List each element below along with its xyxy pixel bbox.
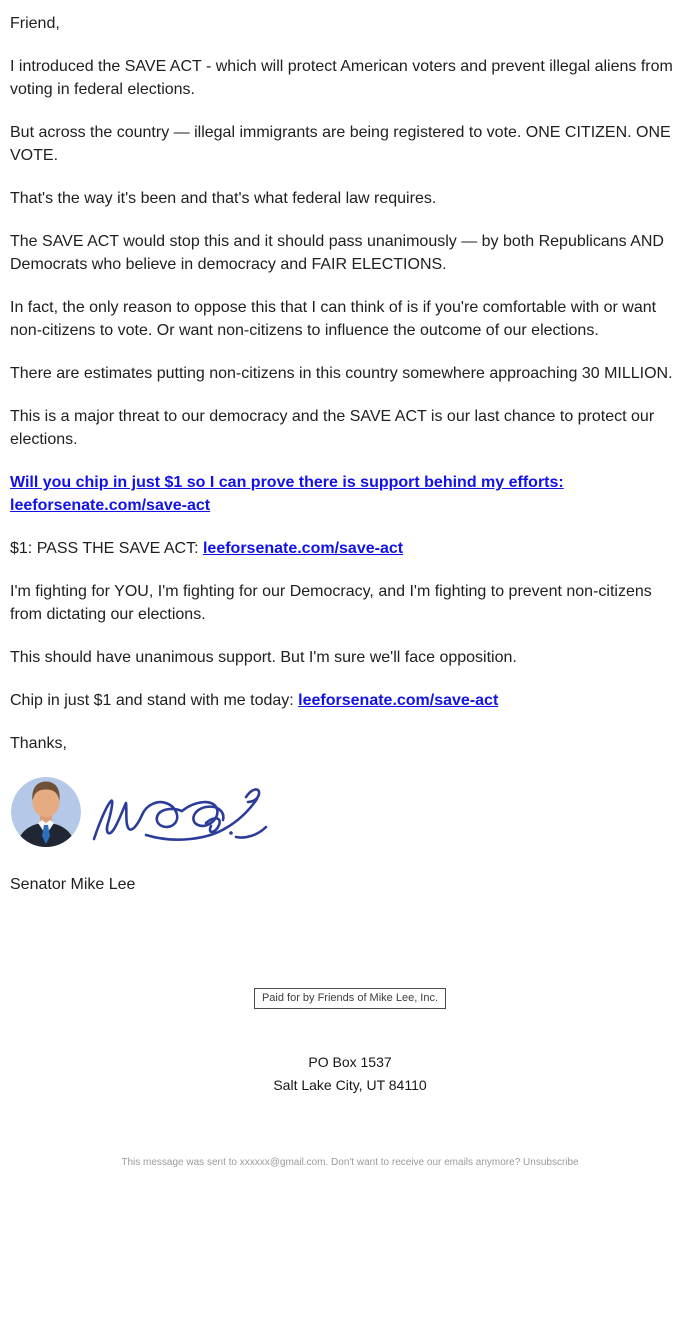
sender-name: Senator Mike Lee [10,876,136,893]
paid-for-disclaimer: Paid for by Friends of Mike Lee, Inc. [254,988,446,1009]
paragraph-only-reason: In fact, the only reason to oppose this that I can think of is if you're comfortable with or want non-citizens to vote. Or want non-citizens to influence the outcome of our elections. [10,299,657,339]
paragraph-federal-law: That's the way it's been and that's what federal law requires. [10,190,437,207]
signature-scribble [94,789,266,839]
headshot-photo [11,777,81,849]
paragraph-intro: I introduced the SAVE ACT - which will protect American voters and prevent illegal aliens from voting in federal elections. [10,58,673,98]
address-line-2: Salt Lake City, UT 84110 [273,1077,427,1093]
chip-in-line [10,689,680,712]
paid-for-wrap [0,988,700,1009]
chip-in-prefix: Chip in just $1 and stand with me today: [10,692,299,709]
chip-in-link[interactable]: leeforsenate.com/save-act [298,692,499,709]
cta-paragraph [10,471,680,517]
greeting: Friend, [10,15,60,32]
paragraph-major-threat: This is a major threat to our democracy and the SAVE ACT is our last chance to protect our elections. [10,408,655,448]
unsubscribe-link[interactable]: Unsubscribe [523,1157,579,1168]
signature-image [10,775,680,849]
chip-in-cta-link[interactable]: Will you chip in just $1 so I can prove there is support behind my efforts: leeforsenate.com/save-act [10,474,564,514]
email-footer [0,988,700,1169]
closing: Thanks, [10,735,67,752]
address-block [0,1055,700,1093]
unsubscribe-line [0,1157,700,1169]
paragraph-30-million: There are estimates putting non-citizens in this country somewhere approaching 30 MILLION. [10,365,673,382]
paragraph-pass-unanimously: The SAVE ACT would stop this and it should pass unanimously — by both Republicans AND Democrats who believe in democracy and FAIR ELECTIONS. [10,233,664,273]
paragraph-opposition: This should have unanimous support. But I'm sure we'll face opposition. [10,649,517,666]
disclaimer-text: This message was sent to xxxxxx@gmail.com. Don't want to receive our emails anymore? [121,1157,524,1168]
signature-svg [10,775,272,849]
pass-save-act-line [10,537,680,560]
paragraph-fighting: I'm fighting for YOU, I'm fighting for our Democracy, and I'm fighting to prevent non-citizens from dictating our elections. [10,583,652,623]
save-act-link[interactable]: leeforsenate.com/save-act [202,540,404,557]
pass-save-act-prefix: $1: PASS THE SAVE ACT: [10,540,203,557]
paragraph-one-citizen: But across the country — illegal immigrants are being registered to vote. ONE CITIZEN. ONE VOTE. [10,124,671,164]
address-line-1: PO Box 1537 [308,1054,392,1070]
